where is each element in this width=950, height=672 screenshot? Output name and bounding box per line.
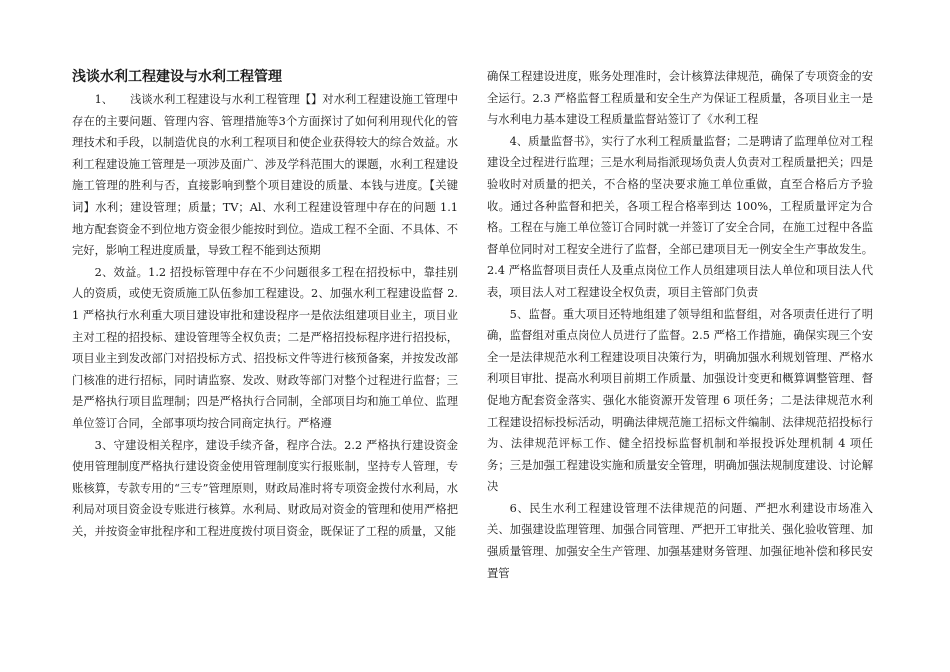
paragraph-5: 5、监督。重大项目还特地组建了领导组和监督组，对各项责任进行了明确，监督组对重点岗位人员进行了监督。2.5 严格工作措施，确保实现三个安全一是法律规范水利工程建设项目决策行为，明确加强水利规划管理、严格水利项目审批、提高水利项目前期工作质量、加强设计变更和概算调整管理、督促地方配套资金落实、强化水能资源开发管理 6 项任务；二是法律规范水利工程建设招标投标活动，明确法律规范施工招标文件编制、法律规范招投标行为、法律规范评标工作、健全招投标监督机制和举报投诉处理机制 4 项任务；三是加强工程建设实施和质量安全管理，明确加强法规制度建设、讨论解决 [487, 307, 873, 494]
paragraph-1: 1、 浅谈水利工程建设与水利工程管理【】对水利工程建设施工管理中存在的主要问题、管理内容、管理措施等3个方面探讨了如何利用现代化的管理技术和手段，以制造优良的水利工程项目和使企业获得较大的综合效益。水利工程建设施工管理是一项涉及面广、涉及学科范围大的课题，水利工程建设施工管理的胜利与否，直接影响到整个项目建设的质量、本钱与进度。【关键词】水利；建设管理；质量；TV；Al、水利工程建设管理中存在的问题 1.1 地方配套资金不到位地方资金很少能按时到位。造成工程不全面、不具体、不完好，影响工程进度质量，导致工程不能到达预期 [72, 93, 458, 258]
document-title: 浅谈水利工程建设与水利工程管理 [72, 69, 282, 85]
paragraph-3: 3、守建设相关程序，建设手续齐备，程序合法。2.2 严格执行建设资金使用管理制度严格执行建设资金使用管理制度实行报账制，坚持专人管理，专账核算，专款专用的“三专”管理原则，财政局准时将专项资金拨付水利局，水利局对项目资金设专账进行核算。水利局、财政局对资金的管理和使用严格把关，并按资金审批程序和工程进度拨付项目资金，既保证了工程的质量，又能 [72, 438, 458, 538]
paragraph-3-continued: 确保工程建设进度，账务处理准时，会计核算法律规范，确保了专项资金的安全运行。2.3 严格监督工程质量和安全生产为保证工程质量，各项目业主一是与水利电力基本建设工程质量监督站签订了《水利工程 [487, 70, 873, 127]
left-column [72, 66, 458, 542]
paragraph-4: 4、质量监督书》，实行了水利工程质量监督；二是聘请了监理单位对工程建设全过程进行监理；三是水利局指派现场负责人负责对工程质量把关；四是验收时对质量的把关，不合格的坚决要求施工单位重做，直至合格后方予验收。通过各种监督和把关，各项工程合格率到达 100%，工程质量评定为合格。工程在与施工单位签订合同时就一并签订了安全合同，在施工过程中各监督单位同时对工程安全进行了监督，全部已建项目无一例安全生产事故发生。2.4 严格监督项目责任人及重点岗位工作人员组建项目法人单位和项目法人代表，项目法人对工程建设全权负责，项目主管部门负责 [487, 134, 873, 299]
paragraph-6: 6、民生水利工程建设管理不法律规范的问题、严把水利建设市场准入关、加强建设监理管理、加强合同管理、严把开工审批关、强化验收管理、加强质量管理、加强安全生产管理、加强基建财务管理、加强征地补偿和移民安置管 [487, 501, 873, 580]
paragraph-2: 2、效益。1.2 招投标管理中存在不少问题很多工程在招投标中，靠挂别人的资质，或使无资质施工队伍参加工程建设。2、加强水利工程建设监督 2.1 严格执行水利重大项目建设审批和建设程序一是依法组建项目业主，项目业主对工程的招投标、建设管理等全权负责；二是严格招投标程序进行招投标，项目业主到发改部门对招投标方式、招投标文件等进行核预备案，并按发改部门核准的进行招标，同时请监察、发改、财政等部门对整个过程进行监督；三是严格执行项目监理制；四是严格执行合同制，全部项目均和施工单位、监理单位签订合同，全部事项均按合同商定执行。严格遵 [72, 265, 458, 430]
right-column [487, 66, 873, 584]
